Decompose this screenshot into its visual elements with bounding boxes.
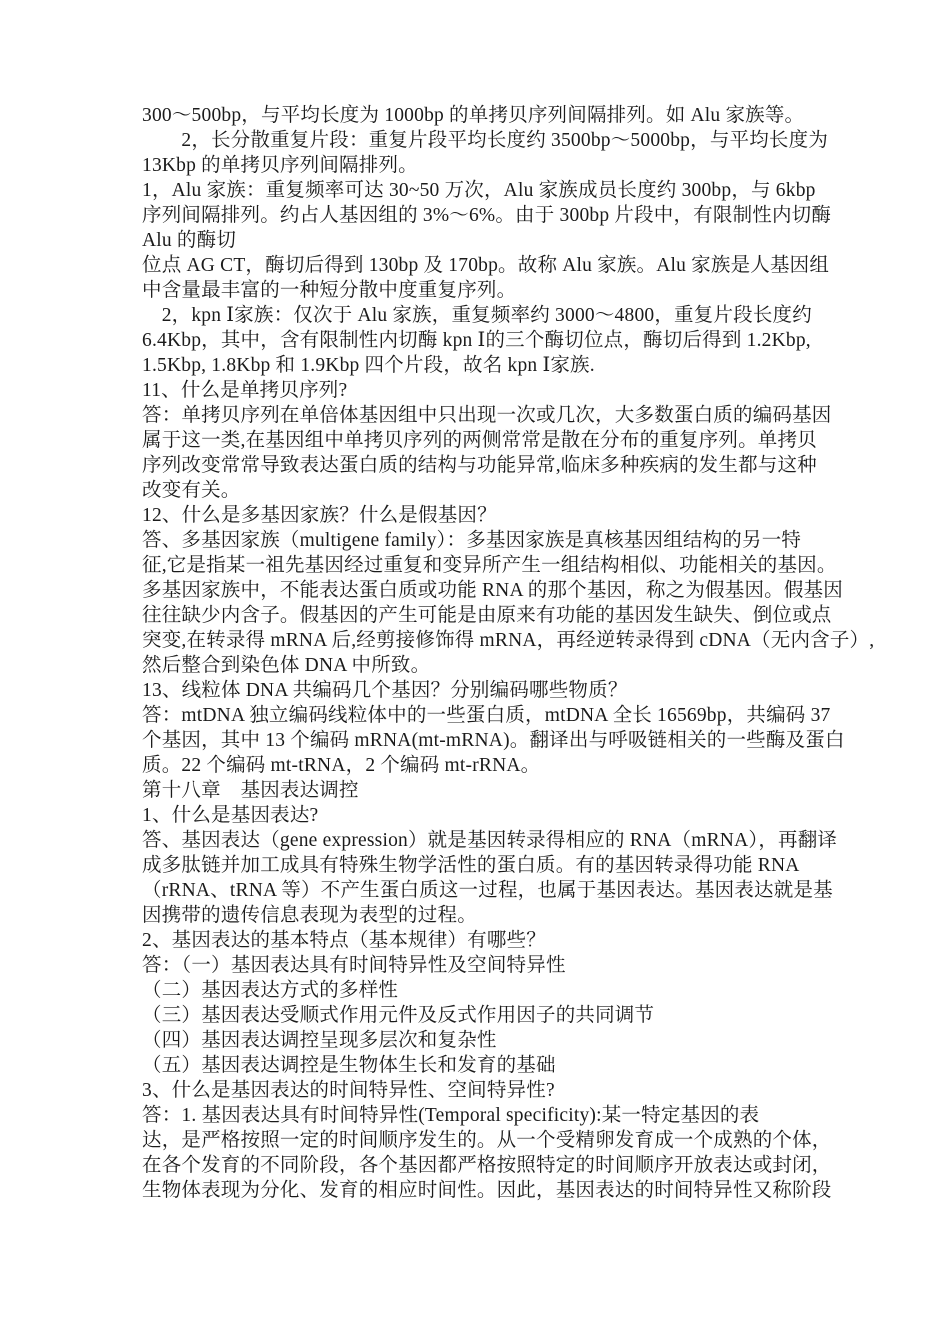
text-line: 成多肽链并加工成具有特殊生物学活性的蛋白质。有的基因转录得功能 RNA [142,855,800,876]
text-line: 序列间隔排列。约占人基因组的 3%～6%。由于 300bp 片段中，有限制性内切酶 [142,205,832,226]
text-line: 12、什么是多基因家族？什么是假基因？ [142,505,497,526]
text-line: 3、什么是基因表达的时间特异性、空间特异性? [142,1080,555,1101]
text-line: 答：1. 基因表达具有时间特异性(Temporal specificity):某一特定基因的表 [142,1105,760,1126]
text-line: 生物体表现为分化、发育的相应时间性。因此，基因表达的时间特异性又称阶段 [142,1180,832,1201]
text-line: 1、什么是基因表达? [142,805,319,826]
text-line: 答：单拷贝序列在单倍体基因组中只出现一次或几次，大多数蛋白质的编码基因 [142,405,832,426]
text-line: 属于这一类,在基因组中单拷贝序列的两侧常常是散在分布的重复序列。单拷贝 [142,430,817,451]
text-line: 300～500bp，与平均长度为 1000bp 的单拷贝序列间隔排列。如 Alu 家族等。 [142,105,805,126]
text-line: 13、线粒体 DNA 共编码几个基因？分别编码哪些物质？ [142,680,628,701]
text-line: 达，是严格按照一定的时间顺序发生的。从一个受精卵发育成一个成熟的个体， [142,1130,832,1151]
text-line: （二）基因表达方式的多样性 [142,980,399,1001]
text-line: 质。22 个编码 mt-tRNA，2 个编码 mt-rRNA。 [142,755,541,776]
text-line: 答、基因表达（gene expression）就是基因转录得相应的 RNA（mRNA），再翻译 [142,830,838,851]
text-line: （四）基因表达调控呈现多层次和复杂性 [142,1030,497,1051]
text-line: 2、基因表达的基本特点（基本规律）有哪些？ [142,930,546,951]
text-line: （rRNA、tRNA 等）不产生蛋白质这一过程，也属于基因表达。基因表达就是基 [142,880,833,901]
text-line: 然后整合到染色体 DNA 中所致。 [142,655,431,676]
text-line: 1.5Kbp, 1.8Kbp 和 1.9Kbp 四个片段，故名 kpn Ⅰ家族. [142,355,595,376]
text-line: 2，长分散重复片段：重复片段平均长度约 3500bp～5000bp，与平均长度为 [142,130,829,151]
text-line: 6.4Kbp，其中，含有限制性内切酶 kpn Ⅰ的三个酶切位点，酶切后得到 1.2Kbp, [142,330,811,351]
text-line: 位点 AG CT，酶切后得到 130bp 及 170bp。故称 Alu 家族。Alu 家族是人基因组 [142,255,830,276]
text-line: 个基因，其中 13 个编码 mRNA(mt-mRNA)。翻译出与呼吸链相关的一些酶及蛋白 [142,730,845,751]
text-line: 中含量最丰富的一种短分散中度重复序列。 [142,280,517,301]
text-line: 改变有关。 [142,480,241,501]
text-line: （三）基因表达受顺式作用元件及反式作用因子的共同调节 [142,1005,655,1026]
text-line: 序列改变常常导致表达蛋白质的结构与功能异常,临床多种疾病的发生都与这种 [142,455,817,476]
text-line: 1，Alu 家族：重复频率可达 30~50 万次，Alu 家族成员长度约 300bp，与 6kbp [142,180,816,201]
document-body [142,103,875,1203]
text-line: 答：（一）基因表达具有时间特异性及空间特异性 [142,955,566,976]
text-line: 答、多基因家族（multigene family）：多基因家族是真核基因组结构的另一特 [142,530,802,551]
text-line: 第十八章 基因表达调控 [142,780,359,801]
text-line: 答：mtDNA 独立编码线粒体中的一些蛋白质，mtDNA 全长 16569bp，共编码 37 [142,705,831,726]
text-line: 突变,在转录得 mRNA 后,经剪接修饰得 mRNA，再经逆转录得到 cDNA（无内含子）, [142,630,875,651]
text-line: Alu 的酶切 [142,230,237,251]
text-line: （五）基因表达调控是生物体生长和发育的基础 [142,1055,556,1076]
text-line: 在各个发育的不同阶段，各个基因都严格按照特定的时间顺序开放表达或封闭， [142,1155,832,1176]
text-line: 往往缺少内含子。假基因的产生可能是由原来有功能的基因发生缺失、倒位或点 [142,605,832,626]
text-line: 2，kpn Ⅰ家族：仅次于 Alu 家族，重复频率约 3000～4800，重复片段长度约 [142,305,812,326]
text-line: 因携带的遗传信息表现为表型的过程。 [142,905,477,926]
text-line: 11、什么是单拷贝序列? [142,380,348,401]
text-line: 13Kbp 的单拷贝序列间隔排列。 [142,155,418,176]
text-line: 征,它是指某一祖先基因经过重复和变异所产生一组结构相似、功能相关的基因。 [142,555,837,576]
text-line: 多基因家族中，不能表达蛋白质或功能 RNA 的那个基因，称之为假基因。假基因 [142,580,843,601]
